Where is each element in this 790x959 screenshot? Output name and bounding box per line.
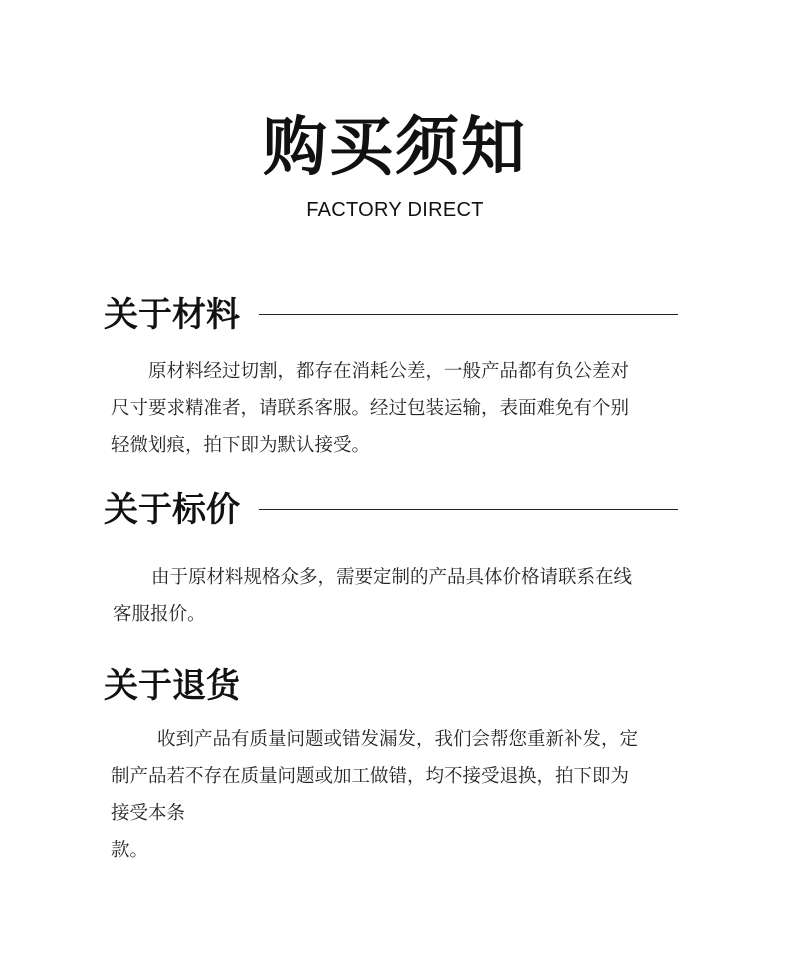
section-materials-heading: 关于材料 (104, 295, 240, 335)
text-line: 制产品若不存在质量问题或加工做错，均不接受退换，拍下即为 (111, 766, 630, 787)
text-line: 收到产品有质量问题或错发漏发，我们会帮您重新补发，定 (157, 729, 639, 750)
section-returns-body (111, 721, 683, 869)
section-pricing-header (104, 488, 678, 532)
section-returns-header (104, 664, 678, 708)
text-line: 原材料经过切割，都存在消耗公差，一般产品都有负公差对 (148, 361, 630, 382)
text-line: 接受本条 (111, 803, 186, 824)
page-subtitle: FACTORY DIRECT (306, 199, 484, 221)
section-divider-line (259, 314, 678, 315)
page-title: 购买须知 (263, 111, 527, 185)
text-line: 轻微划痕，拍下即为默认接受。 (111, 435, 371, 456)
section-returns-heading: 关于退货 (104, 666, 240, 706)
section-divider-line (259, 509, 678, 510)
text-line: 客服报价。 (113, 604, 206, 625)
text-line: 尺寸要求精准者，请联系客服。经过包装运输，表面难免有个别 (111, 398, 630, 419)
text-line: 由于原材料规格众多，需要定制的产品具体价格请联系在线 (151, 567, 633, 588)
section-pricing-body (111, 559, 683, 633)
section-pricing-heading: 关于标价 (104, 490, 240, 530)
text-line: 款。 (111, 840, 149, 861)
section-materials-body (111, 353, 683, 464)
section-materials-header (104, 293, 678, 337)
